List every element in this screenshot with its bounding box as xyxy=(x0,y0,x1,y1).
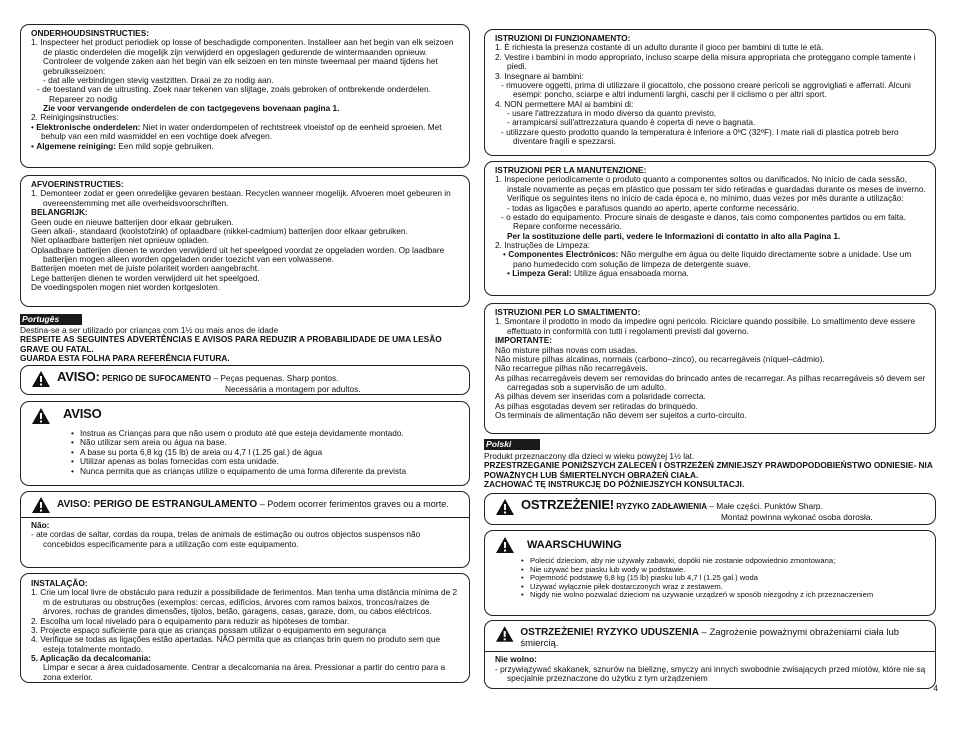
warning-triangle-icon xyxy=(31,370,51,388)
pt-choking-row xyxy=(31,370,461,394)
nl-disposal-step-1: 1. Demonteer zodat er geen onredelijke gevaren bestaan. Recyclen wanneer mogelijk. Afvoeren moet gebeuren in overeenstemming met alle overheidsvoorschriften. xyxy=(31,188,451,208)
pl-warning-list xyxy=(495,557,927,600)
it-electronics-label: Componentes Electrónicos: xyxy=(508,249,619,260)
pt-intro-warning: RESPEITE AS SEGUINTES ADVERTÊNCIAS E AVISOS PARA REDUZIR A PROBABILIDADE DE UMA LESÃO GRAVE OU FATAL. xyxy=(20,334,442,354)
pl-warning-item: • Nie używać bez piasku lub wody w podstawie. xyxy=(521,566,927,575)
it-battery-line: Não recarregue pilhas não recarregáveis. xyxy=(495,363,648,374)
it-operation-substep: - rimuovere oggetti, prima di utilizzare il giocattolo, che possono creare pericoli se aggrovigliati e afferrati. Alcuni esempi: poncho, sciarpe e altri indumenti larghi, caschi per il ciclismo o per altri sport. xyxy=(501,79,911,100)
pl-choking-text: – Małe części. Punktów Sharp. xyxy=(707,501,823,511)
it-operation-box xyxy=(484,29,936,156)
pt-installation-step: 1. Crie um local livre de obstáculo para reduzir a possibilidade de ferimentos. Man tenha uma distância mínima de 2 m de estruturas ou obstruções (exemplos: cercas, edifícios, árvores com ramos baixos, troncos/raizes de árvores, rochas de grandes dimensões, tijolos, betão, garagens, casas, garaze, dom, ou cabos eléctricos. xyxy=(31,587,458,617)
pl-intro xyxy=(484,452,936,490)
it-electronics-text: Não mergulhe em água ou deite líquido directamente sobre a unidade. Use um pano humedecido com solução de limpeza de detergente suave. xyxy=(513,249,912,269)
pt-warning-item: • Instrua as Crianças para que não usem o produto até que esteja devidamente montado. xyxy=(71,429,461,438)
pl-warning-header xyxy=(495,536,927,554)
pt-strangulation-text: – Podem ocorrer ferimentos graves ou a morte. xyxy=(257,499,449,509)
pl-no-text: - przywiązywać skakanek, sznurów na bieliznę, smyczy ani innych swobodnie zwisających przed miotów, które nie są specjalnie przeznaczone do użytku z tym urządzeniem xyxy=(495,663,926,684)
pl-warning-item: • Polecić dzieciom, aby nie używały zabawki, dopóki nie zostanie odpowiednio zmontowana; xyxy=(521,557,927,566)
pt-installation-step: 3. Projecte espaço suficiente para que as crianças possam utilizar o equipamento em segurança xyxy=(31,624,387,635)
language-tag-portuguese: Portugês xyxy=(20,314,82,325)
nl-battery-line: Geen oude en nieuwe batterijen door elkaar gebruiken. xyxy=(31,216,234,227)
pt-choking-warning-box xyxy=(20,365,470,395)
nl-battery-line: Oplaadbare batterijen dienen te worden verwijderd uit het speelgoed voordat ze opgeladen worden. Op laadbare batterijen mogen alleen worden opgeladen onder toezicht van een volwassene. xyxy=(31,244,445,264)
page-number: 4 xyxy=(933,684,938,693)
it-operation-step-4: 4. NON permettere MAI ai bambini di: xyxy=(495,98,634,109)
nl-battery-line: Lege batterijen dienen te worden verwijderd uit het speelgoed. xyxy=(31,272,260,283)
pl-warning-item: • Pojemność podstawę 6,8 kg (15 lb) piasku lub 4,7 l (1.25 gal.) woda xyxy=(521,574,927,583)
it-operation-step: 1. È richiesta la presenza costante di un adulto durante il gioco per bambini di tutte le età. xyxy=(495,42,824,53)
nl-disposal-title: AFVOERINSTRUCTIES: xyxy=(31,179,124,189)
pt-installation-step-5: 5. Aplicação da decalcomania: xyxy=(31,653,152,663)
pl-strangulation-title: OSTRZEŻENIE! RYZYKO UDUSZENIA xyxy=(520,627,699,638)
pl-strangulation-text: – Zagrożenie poważnymi obrażeniami ciała lub śmiercią. xyxy=(520,627,900,649)
pt-installation-step: 4. Verifique se todas as ligações estão apertadas. NÃO permita que as crianças brin quem no produto sem que esteja totalmente montado. xyxy=(31,634,441,654)
nl-maintenance-title: ONDERHOUDSINSTRUCTIES: xyxy=(31,28,150,38)
pt-warning-header xyxy=(31,407,461,425)
it-battery-line: As pilhas esgotadas devem ser retiradas do brinquedo. xyxy=(495,400,698,411)
pt-no-label: Não: xyxy=(31,520,50,530)
it-maintenance-step-1c: Per la sostituzione delle parti, vedere le Informazioni di contatto in alto alla Pagina 1. xyxy=(507,230,841,241)
nl-maintenance-step-1: 1. Inspecteer het product periodiek op losse of beschadigde componenten. Installeer aan het begin van elk seizoen de plastic onderdelen die mogelijk zijn verwijderd en opgeslagen gedurende de wintermaanden opnieuw. Controleer de volgende zaken aan het begin van elk seizoen en ten minste tweemaal per maand tijdens het gebruiksseizoen: xyxy=(31,37,454,76)
pl-strangulation-header xyxy=(495,625,927,649)
nl-general-label: Algemene reiniging: xyxy=(36,140,116,151)
nl-maintenance-step-1c: Zie voor vervangende onderdelen de con tactgegevens bovenaan pagina 1. xyxy=(43,103,340,113)
warning-triangle-icon xyxy=(495,498,515,516)
warning-triangle-icon xyxy=(495,536,515,554)
pt-warning-box xyxy=(20,401,470,486)
nl-battery-line: De voedingspolen mogen niet worden kortgesloten. xyxy=(31,282,221,293)
pt-no-text: - ate cordas de saltar, cordas da roupa, trelas de animais de estimação ou outros objectos suspensos não concebidos especificamente para a utilização com este equipamento. xyxy=(31,529,421,549)
it-maintenance-box xyxy=(484,161,936,296)
pl-warning-title: WAARSCHUWING xyxy=(527,539,622,551)
it-disposal-box xyxy=(484,303,936,434)
nl-battery-line: Geen alkali-, standaard (koolstofzink) of oplaadbare (nikkel-cadmium) batterijen door elkaar gebruiken. xyxy=(31,225,408,236)
pt-installation-step-5-text: Limpar e secar a área cuidadosamente. Centrar a decalcomania na área. Pressionar a partir do centro para a zona exterior. xyxy=(43,662,446,682)
pt-installation-step: 2. Escolha um local nivelado para o equipamento para reduzir as hipóteses de tombar. xyxy=(31,615,350,626)
warning-triangle-icon xyxy=(31,407,51,425)
pl-intro-warning: PRZESTRZEGANIE PONIŻSZYCH ZALECEŃ I OSTRZEŻEŃ ZMNIEJSZY PRAWDOPODOBIEŃSTWO ODNIESIE- NIA POWAŻNYCH LUB ŚMIERTELNYCH OBRAŻEŃ CIAŁA. xyxy=(484,460,933,480)
pt-intro xyxy=(20,326,470,364)
pt-warning-title: AVISO xyxy=(63,406,102,421)
pl-intro-age: Produkt przeznaczony dla dzieci w wieku powyżej 1½ lat. xyxy=(484,451,695,461)
it-operation-substep: - usare l'attrezzatura in modo diverso da quanto previsto, xyxy=(507,108,717,118)
it-operation-title: ISTRUZIONI DI FUNZIONAMENTO: xyxy=(495,33,631,43)
nl-electronics-label: Elektronische onderdelen: xyxy=(36,121,141,132)
it-maintenance-step-1a: - todas as ligações e parafusos quando ao aperto, aperte conforme necessário. xyxy=(507,202,799,213)
it-disposal-step-1: 1. Smontare il prodotto in modo da impedire ogni pericolo. Riciclare quando possibile. Lo smaltimento deve essere effettuato in conformità con tutti i regolamenti previsti dal governo. xyxy=(495,316,916,336)
pt-strangulation-header xyxy=(31,496,461,514)
warning-triangle-icon xyxy=(31,496,51,514)
it-maintenance-step-1b: - o estado do equipamento. Procure sinais de desgaste e danos, tais como componentes partidos ou em falta. Repare conforme necessário. xyxy=(501,211,906,232)
it-general-text: Utilize água ensaboada morna. xyxy=(571,268,689,279)
nl-battery-line: Niet oplaadbare batterijen niet opnieuw opladen. xyxy=(31,235,210,246)
pt-installation-box xyxy=(20,573,470,683)
pt-choking-title: AVISO: xyxy=(57,369,100,384)
pt-choking-text: – Peças pequenas. Sharp pontos. xyxy=(211,373,339,383)
pt-warning-list xyxy=(31,429,461,476)
nl-maintenance-step-2: 2. Reinigingsinstructies: xyxy=(31,112,119,123)
divider xyxy=(21,517,469,518)
it-battery-line: As pilhas recarregáveis devem ser removidas do brincado antes de recarregar. As pilhas recarregáveis só devem ser carregadas sob a supervisão de um adulto. xyxy=(495,372,926,392)
pl-choking-subtitle: RYZYKO ZADŁAWIENIA xyxy=(616,502,708,511)
nl-maintenance-step-1b: - de toestand van de uitrusting. Zoek naar tekenen van slijtage, zoals gebroken of ontbrekende onderdelen. Repareer zo nodig xyxy=(37,84,431,104)
it-important-label: IMPORTANTE: xyxy=(495,335,552,346)
it-battery-line: As pilhas devem ser inseridas com a polaridade correcta. xyxy=(495,391,706,402)
pl-choking-text-2: Montaż powinna wykonać osoba dorosła. xyxy=(721,511,873,522)
pl-warning-box xyxy=(484,530,936,616)
pt-intro-keep: GUARDA ESTA FOLHA PARA REFERÊNCIA FUTURA. xyxy=(20,353,230,364)
pt-warning-item: • Não utilizar sem areia ou água na base. xyxy=(71,438,461,447)
pt-choking-subtitle: PERIGO DE SUFOCAMENTO xyxy=(101,374,212,383)
nl-maintenance-step-2b: • Algemene reiniging: Een mild sopje gebruiken. xyxy=(31,140,214,151)
divider xyxy=(485,651,935,652)
pt-intro-age: Destina-se a ser utilizado por crianças com 1½ ou mais anos de idade xyxy=(20,325,279,335)
pl-intro-keep: ZACHOWAĆ TĘ INSTRUKCJĘ DO PÓŹNIEJSZYCH KONSULTACJI. xyxy=(484,479,745,490)
it-maintenance-step-2: 2. Instruções de Limpeza: xyxy=(495,240,591,250)
pl-warning-item: • Nigdy nie wolno pozwalać dzieciom na używanie urządzeń w sposób niezgodny z ich przeznaczeniem xyxy=(521,591,927,600)
pl-no-label: Nie wolno: xyxy=(495,654,537,665)
it-maintenance-title: ISTRUZIONI PER LA MANUTENZIONE: xyxy=(495,165,647,175)
nl-disposal-box xyxy=(20,175,470,307)
pt-warning-item: • Nunca permita que as crianças utilize o equipamento de uma forma diferente da prevista xyxy=(71,467,461,476)
pl-choking-title: OSTRZEŻENIE! xyxy=(521,497,614,512)
it-battery-line: Não misture pilhas alcalinas, normais (carbono–zinco), ou recarregáveis (níquel–cádmio). xyxy=(495,353,825,364)
nl-general-text: Een mild sopje gebruiken. xyxy=(115,140,214,151)
pl-choking-row xyxy=(495,498,927,522)
pt-warning-item: • A base su porta 6,8 kg (15 lb) de areia ou 4,7 l (1.25 gal.) de água xyxy=(71,448,461,457)
it-disposal-title: ISTRUZIONI PER LO SMALTIMENTO: xyxy=(495,307,641,317)
it-operation-step: 2. Vestire i bambini in modo appropriato, incluso scarpe della misura appropriata che proteggano comple tamente i piedi. xyxy=(495,51,916,72)
it-maintenance-step-2a: • Componentes Electrónicos: Não mergulhe em água ou deite líquido directamente sobre a unidade. Use um pano humedecido com solução de limpeza de detergente suave. xyxy=(503,249,912,269)
it-battery-line: Os terminais de alimentação não devem ser sujeitos a curto-circuito. xyxy=(495,410,747,421)
pl-choking-warning-box xyxy=(484,493,936,525)
pl-warning-item: • Używać wyłącznie piłek dostarczonych wraz z zestawem. xyxy=(521,583,927,592)
pt-installation-title: INSTALAÇÃO: xyxy=(31,578,88,588)
pt-warning-item: • Utilizar apenas as bolas fornecidas com esta unidade. xyxy=(71,457,461,466)
nl-maintenance-step-1a: - dat alle verbindingen stevig vastzitten. Draai ze zo nodig aan. xyxy=(43,74,274,85)
it-maintenance-step-2b: • Limpeza Geral: Utilize água ensaboada morna. xyxy=(507,268,689,279)
it-general-label: Limpeza Geral: xyxy=(512,268,572,279)
nl-electronics-text: Niet in water onderdompelen of rechtstreek vloeistof op de eenheid sproeien. Met behulp van een mild wasmiddel en een vochtige doek afvegen. xyxy=(41,121,442,142)
it-battery-line: Não misture pilhas novas com usadas. xyxy=(495,344,638,355)
nl-maintenance-box xyxy=(20,24,470,168)
it-operation-step: 3. Insegnare ai bambini: xyxy=(495,70,584,81)
pl-strangulation-box xyxy=(484,620,936,689)
language-tag-polish: Polski xyxy=(484,439,540,450)
pt-strangulation-title: AVISO: PERIGO DE ESTRANGULAMENTO xyxy=(57,499,258,510)
it-maintenance-step-1: 1. Inspecione periodicamente o produto quanto a componentes soltos ou danificados. No início de cada sessão, instale novamente as peças em plástico que possam ter sido retiradas e guardadas durante os meses de inverno. Verifique os seguintes itens no início de cada época e, no mínimo, duas vezes por mês durante a utilização: xyxy=(495,174,926,204)
nl-important-label: BELANGRIJK: xyxy=(31,207,88,218)
it-operation-substep: - utilizzare questo prodotto quando la temperatura è inferiore a 0ºC (32ºF). I mate riali di plastica potreb bero diventare fragili e spezzarsi. xyxy=(501,126,899,147)
nl-maintenance-step-2a: • Elektronische onderdelen: Niet in water onderdompelen of rechtstreek vloeistof op de eenheid sproeien. Met behulp van een mild wasmiddel en een vochtige doek afvegen. xyxy=(31,121,442,142)
warning-triangle-icon xyxy=(495,625,514,643)
pt-choking-text-2: Necessária a montagem por adultos. xyxy=(225,383,361,394)
nl-battery-line: Batterijen moeten met de juiste polariteit worden aangebracht. xyxy=(31,263,260,274)
pt-strangulation-box xyxy=(20,491,470,568)
it-operation-substep: - arrampicarsi sull'attrezzatura quando è coperta di neve o bagnata. xyxy=(507,117,756,128)
